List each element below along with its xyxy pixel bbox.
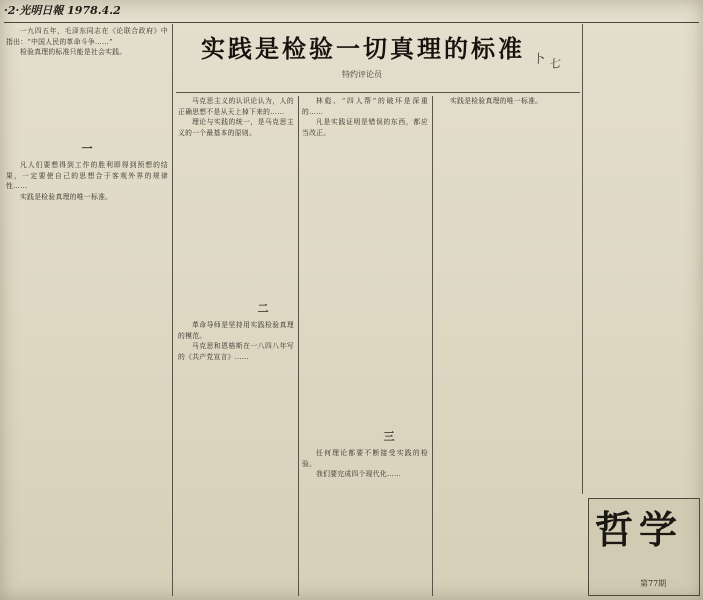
paragraph: 检验真理的标准只能是社会实践。 [20,48,127,57]
article-column-1 [6,26,168,132]
article-column-5 [302,96,428,426]
paragraph: 任何理论都要不断接受实践的检验。 [302,449,428,468]
article-byline: 特约评论员 [342,70,382,79]
article-column-6 [302,448,428,596]
column-rule [582,24,583,494]
paragraph: 马克思主义的认识论认为，人的正确思想不是从天上掉下来的…… [178,97,294,116]
paragraph: 马克思和恩格斯在一八四八年写的《共产党宣言》…… [178,342,294,361]
article-headline: 实践是检验一切真理的标准 [201,35,525,63]
column-rule [432,96,433,596]
paragraph: 凡人们要想得到工作的胜利即得到预想的结果，一定要使自己的思想合于客观外界的规律性…… [6,161,168,191]
headline-rule [176,92,580,93]
paragraph: 我们要完成四个现代化…… [316,470,402,479]
column-rule [172,24,173,596]
article-column-3 [178,96,294,296]
paragraph: 林彪、“四人帮”的破坏是深重的…… [302,97,428,116]
handwritten-mark-2: 七 [546,55,562,73]
section-number-two: 二 [257,302,269,315]
article-column-7 [436,96,578,596]
paragraph: 革命导师是坚持用实践检验真理的模范。 [178,321,294,340]
paragraph: 凡是实践证明是错误的东西，都应当改正。 [302,118,428,137]
paragraph: 实践是检验真理的唯一标准。 [20,192,113,201]
column-rule [298,96,299,596]
masthead-rule [4,22,699,23]
handwritten-mark-1: 卜 [530,50,546,68]
paragraph: 理论与实践的统一，是马克思主义的一个最基本的原则。 [178,118,294,137]
newspaper-masthead: ·2·光明日報 1978.4.2 [4,4,121,17]
paragraph: 实践是检验真理的唯一标准。 [450,97,543,105]
article-column-2 [6,160,168,596]
section-number-three: 三 [383,430,395,443]
philosophy-supplement-title: 哲学 [595,508,684,552]
paragraph: 一九四五年，毛泽东同志在《论联合政府》中指出：“中国人民的革命斗争……” [6,27,168,46]
section-number-one: 一 [81,142,93,155]
article-column-4 [178,320,294,596]
supplement-issue-number: 第77期 [640,579,667,588]
